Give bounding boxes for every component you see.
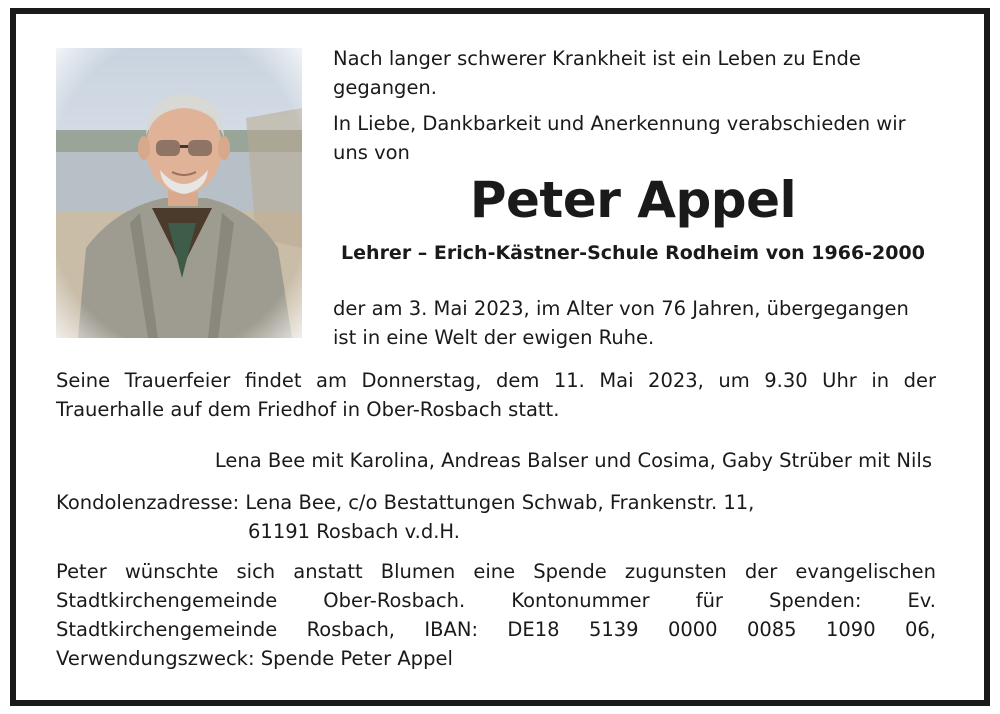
farewell-line: In Liebe, Dankbarkeit und Anerkennung verabschieden wir uns von (333, 112, 906, 164)
condolence-address (56, 488, 936, 546)
death-notice: der am 3. Mai 2023, im Alter von 76 Jahren, übergegangen ist in eine Welt der ewigen Ruhe. (333, 297, 909, 349)
intro-line: Nach langer schwerer Krankheit ist ein Leben zu Ende gegangen. (333, 47, 861, 99)
family-signature: Lena Bee mit Karolina, Andreas Balser und Cosima, Gaby Strüber mit Nils (214, 449, 932, 472)
condolence-address-line2: 61191 Rosbach v.d.H. (248, 520, 460, 543)
donation-request: Peter wünschte sich anstatt Blumen eine Spende zugunsten der evangelischen Stadtkirchengemeinde Ober-Rosbach. Kontonummer für Spenden: Ev. Stadtkirchengemeinde Rosbach, IBAN: DE18 5139 0000 0085 1090 06, Verwendungszweck: Spende Peter Appel (56, 560, 936, 670)
deceased-name: Peter Appel (469, 171, 797, 229)
deceased-role: Lehrer – Erich-Kästner-Schule Rodheim von 1966-2000 (341, 242, 925, 264)
condolence-address-line1: Kondolenzadresse: Lena Bee, c/o Bestattungen Schwab, Frankenstr. 11, (56, 491, 755, 514)
funeral-info: Seine Trauerfeier findet am Donnerstag, dem 11. Mai 2023, um 9.30 Uhr in der Trauerhalle auf dem Friedhof in Ober-Rosbach statt. (56, 369, 936, 421)
portrait-photo (56, 48, 302, 338)
